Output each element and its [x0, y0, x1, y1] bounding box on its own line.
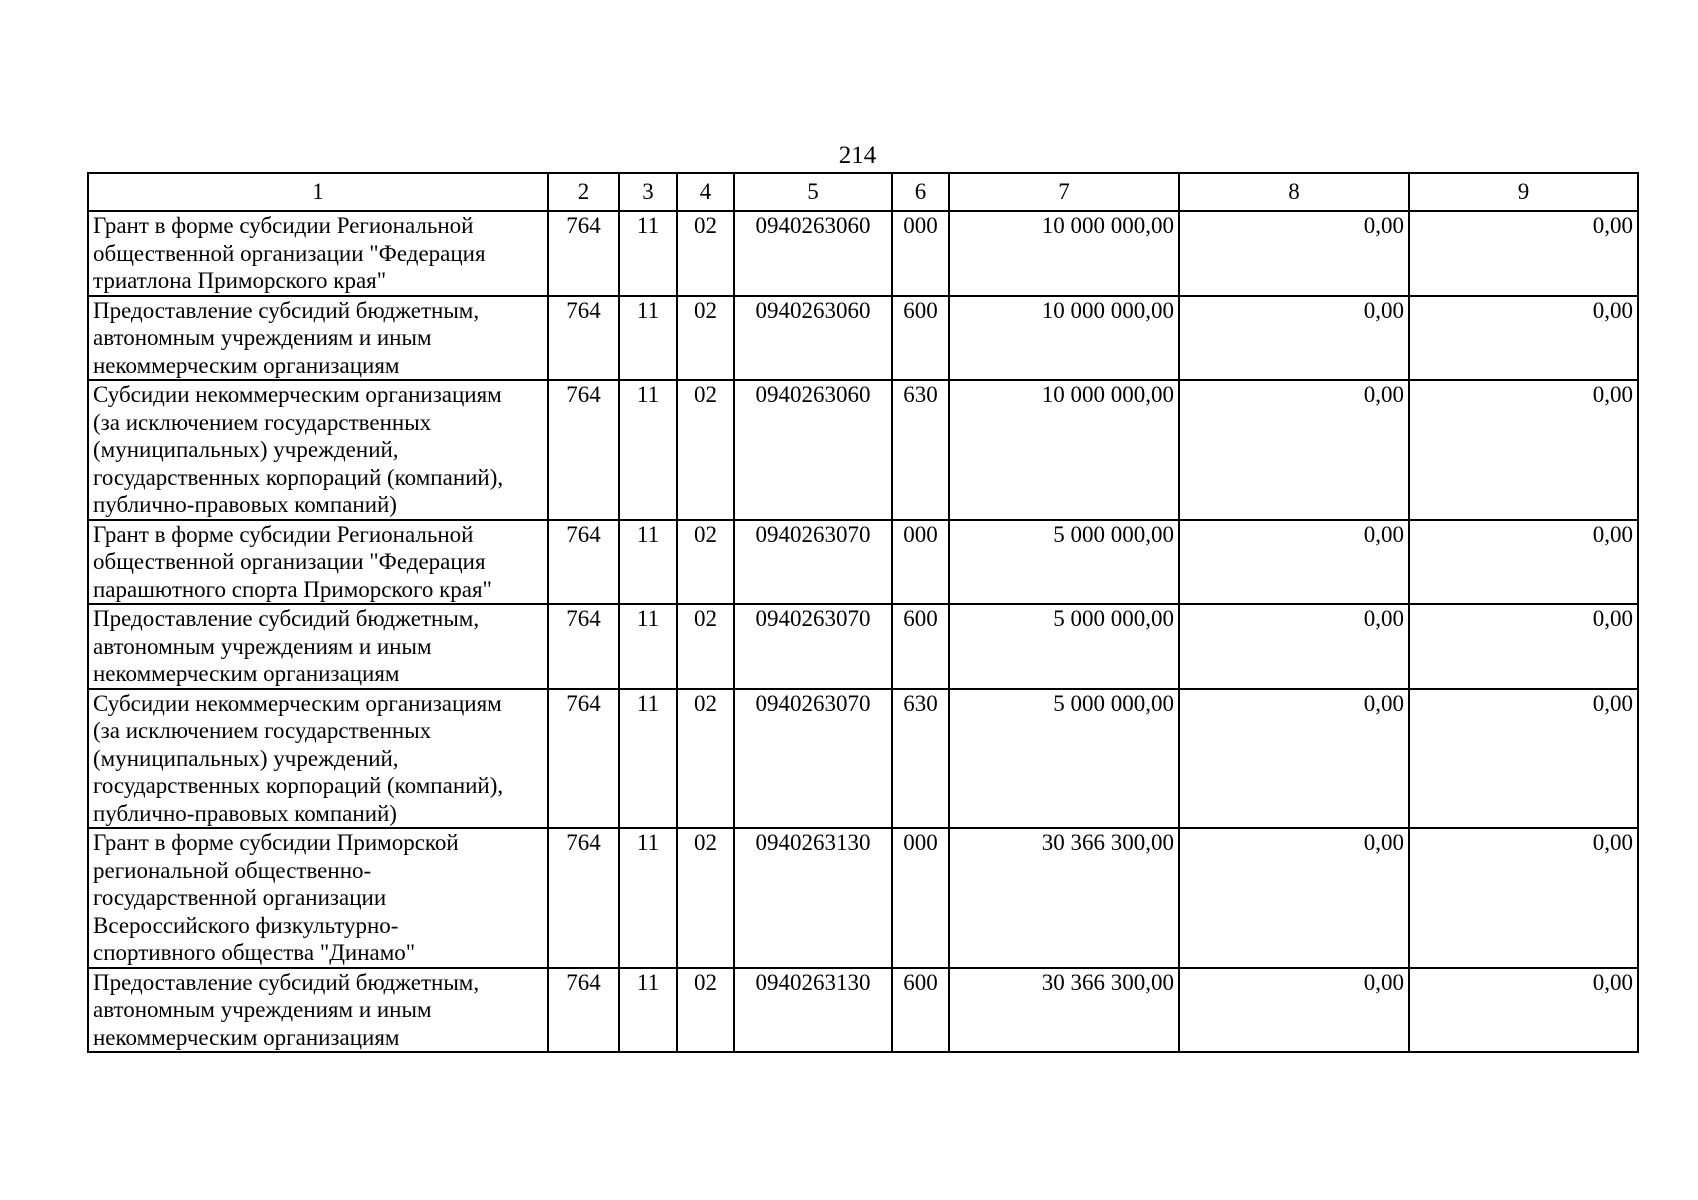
column-header: 2	[548, 173, 619, 211]
cell-section: 11	[619, 211, 677, 296]
column-header: 7	[949, 173, 1179, 211]
row-name-line: спортивного общества "Динамо"	[93, 940, 416, 965]
cell-section: 11	[619, 689, 677, 829]
column-header: 9	[1409, 173, 1638, 211]
cell-gov-code: 764	[548, 689, 619, 829]
table-row	[88, 689, 1638, 829]
cell-amount-col7: 10 000 000,00	[949, 211, 1179, 296]
cell-target-article: 0940263070	[734, 520, 892, 605]
row-name-line: (за исключением государственных	[93, 409, 432, 435]
cell-amount-col7: 5 000 000,00	[949, 689, 1179, 829]
cell-target-article: 0940263130	[734, 968, 892, 1053]
cell-amount-col8: 0,00	[1179, 520, 1409, 605]
column-header: 4	[677, 173, 734, 211]
cell-expense-type: 000	[892, 520, 949, 605]
row-name-line: Субсидии некоммерческим организациям	[93, 690, 502, 716]
row-name-line: государственных корпораций (компаний),	[93, 464, 504, 490]
cell-section: 11	[619, 604, 677, 689]
cell-target-article: 0940263130	[734, 828, 892, 968]
cell-section: 11	[619, 828, 677, 968]
row-name-line: парашютного спорта Приморского края"	[93, 576, 492, 602]
row-name-line: публично-правовых компаний)	[93, 492, 397, 517]
row-name-line: Всероссийского физкультурно-	[93, 912, 399, 938]
row-name-line: Грант в форме субсидии Региональной	[93, 213, 474, 238]
cell-amount-col9: 0,00	[1409, 211, 1638, 296]
cell-expense-type: 000	[892, 828, 949, 968]
table-row	[88, 604, 1638, 689]
row-name-line: Грант в форме субсидии Приморской	[93, 830, 459, 855]
row-name	[88, 828, 548, 968]
cell-section: 11	[619, 968, 677, 1053]
cell-subsection: 02	[677, 604, 734, 689]
row-name	[88, 968, 548, 1053]
budget-table	[87, 172, 1639, 1053]
row-name-line: Предоставление субсидий бюджетным,	[93, 606, 480, 631]
cell-amount-col8: 0,00	[1179, 296, 1409, 381]
row-name	[88, 380, 548, 520]
column-header: 5	[734, 173, 892, 211]
header-row	[88, 173, 1638, 211]
row-name-line: автономным учреждениям и иным	[93, 997, 432, 1022]
cell-gov-code: 764	[548, 828, 619, 968]
cell-amount-col7: 30 366 300,00	[949, 968, 1179, 1053]
cell-subsection: 02	[677, 520, 734, 605]
cell-gov-code: 764	[548, 604, 619, 689]
cell-amount-col7: 5 000 000,00	[949, 520, 1179, 605]
cell-expense-type: 630	[892, 689, 949, 829]
cell-subsection: 02	[677, 380, 734, 520]
row-name-line: автономным учреждениям и иным	[93, 633, 432, 659]
row-name-line: региональной общественно-	[93, 857, 372, 883]
column-header: 8	[1179, 173, 1409, 211]
row-name-line: Грант в форме субсидии Региональной	[93, 521, 474, 547]
cell-amount-col9: 0,00	[1409, 296, 1638, 381]
table-row	[88, 296, 1638, 381]
cell-amount-col7: 10 000 000,00	[949, 296, 1179, 381]
cell-amount-col8: 0,00	[1179, 689, 1409, 829]
row-name-line: Предоставление субсидий бюджетным,	[93, 969, 480, 995]
row-name-line: некоммерческим организациям	[93, 1024, 400, 1050]
row-name-line: общественной организации "Федерация	[93, 549, 486, 574]
cell-subsection: 02	[677, 689, 734, 829]
cell-gov-code: 764	[548, 520, 619, 605]
cell-expense-type: 630	[892, 380, 949, 520]
row-name	[88, 520, 548, 605]
table-row	[88, 520, 1638, 605]
cell-amount-col8: 0,00	[1179, 828, 1409, 968]
cell-amount-col7: 30 366 300,00	[949, 828, 1179, 968]
row-name	[88, 211, 548, 296]
row-name-line: некоммерческим организациям	[93, 661, 400, 686]
cell-gov-code: 764	[548, 211, 619, 296]
cell-subsection: 02	[677, 211, 734, 296]
cell-expense-type: 600	[892, 968, 949, 1053]
table-row	[88, 968, 1638, 1053]
table-body	[88, 211, 1638, 1052]
cell-target-article: 0940263070	[734, 689, 892, 829]
row-name-line: автономным учреждениям и иным	[93, 325, 432, 350]
row-name-line: Субсидии некоммерческим организациям	[93, 382, 502, 407]
row-name	[88, 689, 548, 829]
table-row	[88, 380, 1638, 520]
cell-subsection: 02	[677, 296, 734, 381]
row-name	[88, 296, 548, 381]
row-name-line: некоммерческим организациям	[93, 352, 400, 378]
cell-amount-col9: 0,00	[1409, 689, 1638, 829]
row-name-line: (за исключением государственных	[93, 718, 432, 743]
table-row	[88, 828, 1638, 968]
cell-subsection: 02	[677, 968, 734, 1053]
cell-amount-col8: 0,00	[1179, 968, 1409, 1053]
cell-amount-col8: 0,00	[1179, 211, 1409, 296]
cell-amount-col7: 10 000 000,00	[949, 380, 1179, 520]
cell-amount-col9: 0,00	[1409, 828, 1638, 968]
cell-amount-col9: 0,00	[1409, 520, 1638, 605]
row-name-line: (муниципальных) учреждений,	[93, 437, 399, 462]
cell-amount-col9: 0,00	[1409, 968, 1638, 1053]
cell-target-article: 0940263060	[734, 380, 892, 520]
table-row	[88, 211, 1638, 296]
cell-section: 11	[619, 520, 677, 605]
cell-expense-type: 600	[892, 296, 949, 381]
row-name-line: (муниципальных) учреждений,	[93, 745, 399, 771]
cell-target-article: 0940263060	[734, 211, 892, 296]
column-header: 1	[88, 173, 548, 211]
cell-amount-col9: 0,00	[1409, 604, 1638, 689]
row-name-line: государственной организации	[93, 885, 387, 910]
cell-gov-code: 764	[548, 380, 619, 520]
cell-subsection: 02	[677, 828, 734, 968]
cell-expense-type: 600	[892, 604, 949, 689]
cell-section: 11	[619, 380, 677, 520]
cell-amount-col8: 0,00	[1179, 604, 1409, 689]
row-name-line: Предоставление субсидий бюджетным,	[93, 297, 480, 323]
page-number: 214	[838, 142, 877, 169]
cell-amount-col9: 0,00	[1409, 380, 1638, 520]
column-header: 3	[619, 173, 677, 211]
cell-target-article: 0940263070	[734, 604, 892, 689]
row-name-line: триатлона Приморского края"	[93, 268, 387, 293]
row-name-line: публично-правовых компаний)	[93, 800, 397, 826]
cell-expense-type: 000	[892, 211, 949, 296]
row-name	[88, 604, 548, 689]
cell-section: 11	[619, 296, 677, 381]
row-name-line: общественной организации "Федерация	[93, 240, 486, 266]
cell-amount-col8: 0,00	[1179, 380, 1409, 520]
cell-gov-code: 764	[548, 968, 619, 1053]
column-header: 6	[892, 173, 949, 211]
cell-gov-code: 764	[548, 296, 619, 381]
cell-amount-col7: 5 000 000,00	[949, 604, 1179, 689]
row-name-line: государственных корпораций (компаний),	[93, 773, 504, 798]
cell-target-article: 0940263060	[734, 296, 892, 381]
